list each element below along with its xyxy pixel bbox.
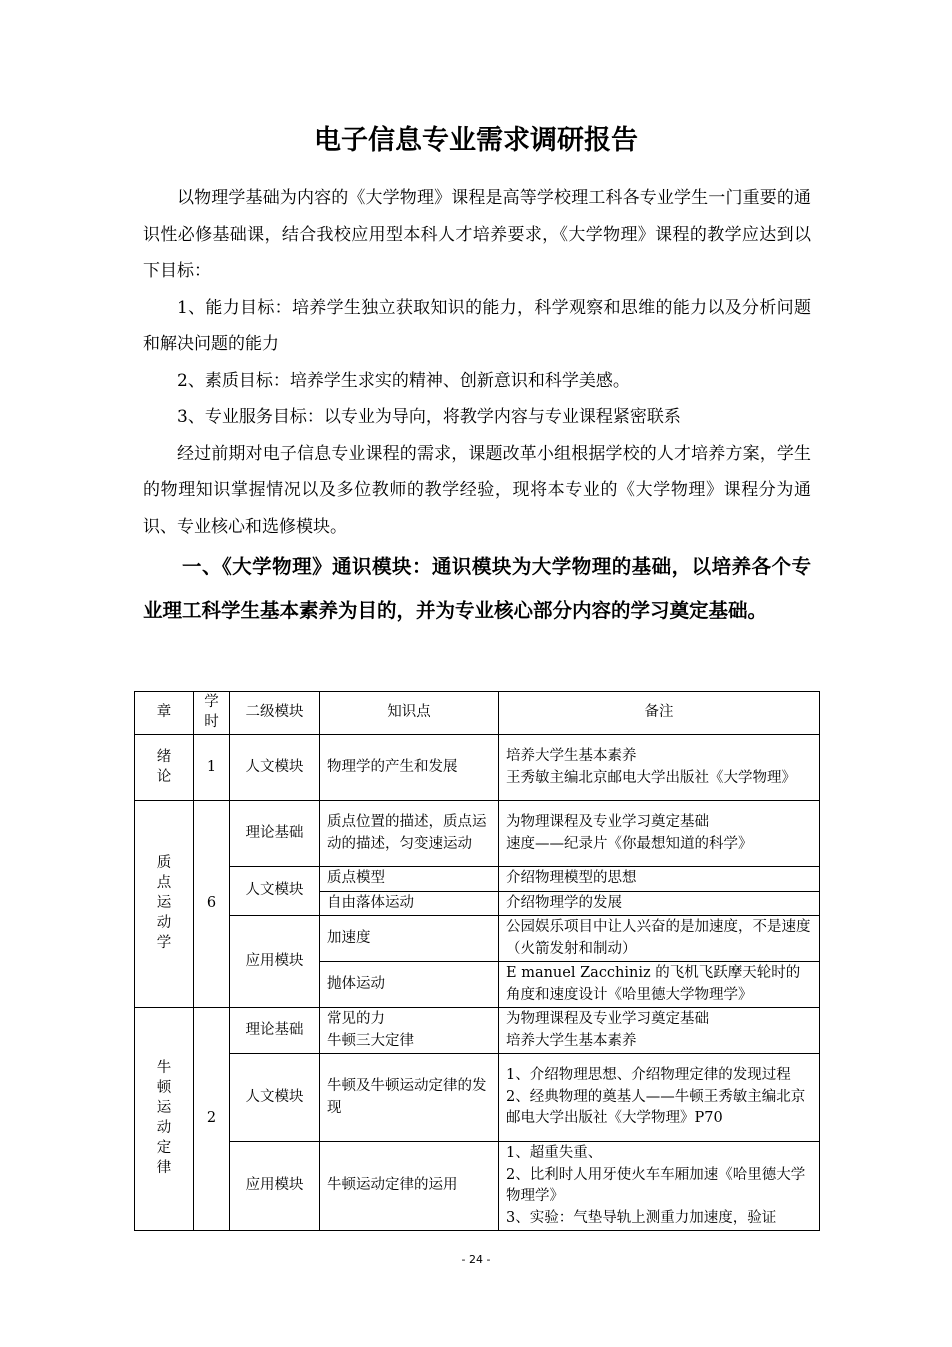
hours-cell: 2 bbox=[194, 1008, 230, 1231]
note-cell: 培养大学生基本素养 王秀敏主编北京邮电大学出版社《大学物理》 bbox=[499, 735, 820, 801]
table-row bbox=[135, 867, 820, 892]
section-heading: 一、《大学物理》通识模块：通识模块为大学物理的基础，以培养各个专业理工科学生基本素养为目的，并为专业核心部分内容的学习奠定基础。 bbox=[143, 555, 811, 622]
note-cell: 1、超重失重、 2、比利时人用牙使火车车厢加速《哈里德大学物理学》 3、实验：气垫导轨上测重力加速度，验证 bbox=[499, 1142, 820, 1231]
document-body bbox=[143, 180, 811, 633]
module-cell: 人文模块 bbox=[230, 867, 320, 916]
table-row bbox=[135, 916, 820, 962]
point-cell: 质点模型 bbox=[320, 867, 499, 892]
note-cell: 1、介绍物理思想、介绍物理定律的发现过程 2、经典物理的奠基人——牛顿王秀敏主编北京邮电大学出版社《大学物理》P70 bbox=[499, 1054, 820, 1142]
module-cell: 应用模块 bbox=[230, 916, 320, 1008]
page-number: - 24 - bbox=[461, 1253, 491, 1266]
point-cell: 牛顿及牛顿运动定律的发现 bbox=[320, 1054, 499, 1142]
point-cell: 加速度 bbox=[320, 916, 499, 962]
goal-service: 3、专业服务目标：以专业为导向，将教学内容与专业课程紧密联系 bbox=[177, 407, 681, 427]
page-title: 电子信息专业需求调研报告 bbox=[314, 125, 638, 156]
intro-paragraph: 以物理学基础为内容的《大学物理》课程是高等学校理工科各专业学生一门重要的通识性必修基础课，结合我校应用型本科人才培养要求，《大学物理》课程的教学应达到以下目标： bbox=[143, 188, 811, 281]
chapter-cell: 牛顿运动定律 bbox=[135, 1008, 194, 1231]
chapter-cell: 质点运动学 bbox=[135, 801, 194, 1008]
point-cell: 抛体运动 bbox=[320, 962, 499, 1008]
goal-ability: 1、能力目标：培养学生独立获取知识的能力，科学观察和思维的能力以及分析问题和解决问题的能力 bbox=[143, 297, 811, 354]
point-cell: 自由落体运动 bbox=[320, 891, 499, 916]
module-cell: 应用模块 bbox=[230, 1142, 320, 1231]
header-point: 知识点 bbox=[320, 692, 499, 735]
point-cell: 物理学的产生和发展 bbox=[320, 735, 499, 801]
header-module: 二级模块 bbox=[230, 692, 320, 735]
table-header-row bbox=[135, 692, 820, 735]
header-hours: 学时 bbox=[194, 692, 230, 735]
chapter-cell: 绪论 bbox=[135, 735, 194, 801]
note-cell: 为物理课程及专业学习奠定基础 培养大学生基本素养 bbox=[499, 1008, 820, 1054]
table-row bbox=[135, 801, 820, 867]
table-row bbox=[135, 1008, 820, 1054]
goal-quality: 2、素质目标：培养学生求实的精神、创新意识和科学美感。 bbox=[177, 370, 630, 391]
hours-cell: 6 bbox=[194, 801, 230, 1008]
module-cell: 人文模块 bbox=[230, 735, 320, 801]
module-cell: 理论基础 bbox=[230, 801, 320, 867]
note-cell: E manuel Zacchiniz 的飞机飞跃摩天轮时的角度和速度设计《哈里德大学物理学》 bbox=[499, 962, 820, 1008]
table-row bbox=[135, 1054, 820, 1142]
module-cell: 理论基础 bbox=[230, 1008, 320, 1054]
point-cell: 常见的力 牛顿三大定律 bbox=[320, 1008, 499, 1054]
header-note: 备注 bbox=[499, 692, 820, 735]
note-cell: 介绍物理学的发展 bbox=[499, 891, 820, 916]
summary-paragraph: 经过前期对电子信息专业课程的需求，课题改革小组根据学校的人才培养方案，学生的物理知识掌握情况以及多位教师的教学经验，现将本专业的《大学物理》课程分为通识、专业核心和选修模块。 bbox=[143, 443, 811, 537]
note-cell: 介绍物理模型的思想 bbox=[499, 867, 820, 892]
header-chapter: 章 bbox=[135, 692, 194, 735]
hours-cell: 1 bbox=[194, 735, 230, 801]
curriculum-table bbox=[134, 691, 820, 1231]
table-row bbox=[135, 1142, 820, 1231]
note-cell: 为物理课程及专业学习奠定基础 速度——纪录片《你最想知道的科学》 bbox=[499, 801, 820, 867]
point-cell: 质点位置的描述，质点运动的描述，匀变速运动 bbox=[320, 801, 499, 867]
table-row bbox=[135, 735, 820, 801]
point-cell: 牛顿运动定律的运用 bbox=[320, 1142, 499, 1231]
note-cell: 公园娱乐项目中让人兴奋的是加速度，不是速度（火箭发射和制动） bbox=[499, 916, 820, 962]
module-cell: 人文模块 bbox=[230, 1054, 320, 1142]
